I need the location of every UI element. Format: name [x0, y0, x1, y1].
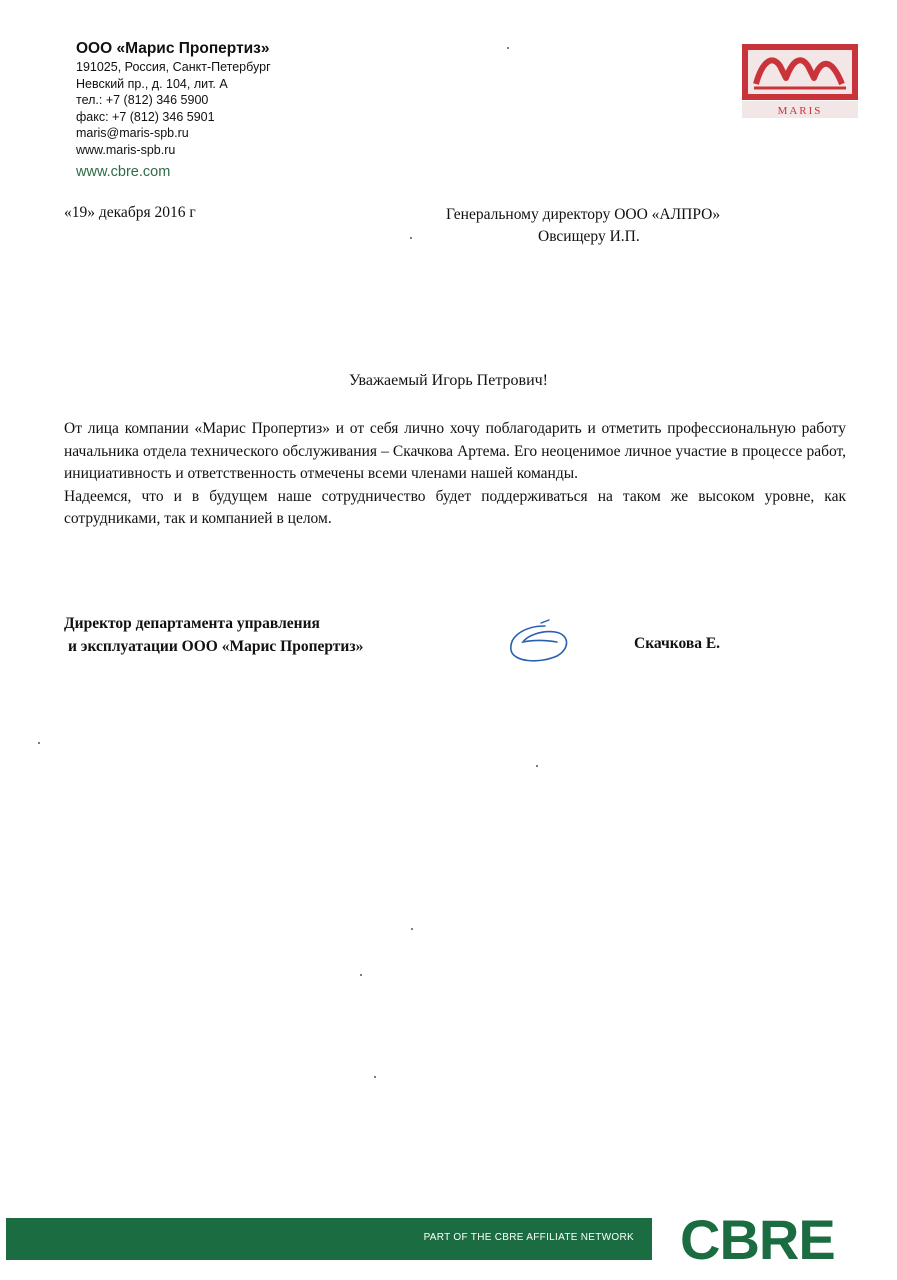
signatory-title — [64, 612, 363, 658]
scan-speck — [38, 742, 40, 744]
letter-date: «19» декабря 2016 г — [64, 204, 196, 221]
letter-body — [64, 418, 846, 531]
company-name: ООО «Марис Пропертиз» — [76, 40, 270, 57]
website-line: www.maris-spb.ru — [76, 142, 176, 157]
scan-speck — [507, 47, 509, 49]
body-paragraph-2: Надеемся, что и в будущем наше сотрудничество будет поддерживаться на таком же высоком уровне, как сотрудниками, так и компанией в целом. — [64, 487, 846, 527]
signatory-title-line-2: и эксплуатации ООО «Марис Пропертиз» — [68, 638, 364, 655]
letterhead — [76, 40, 271, 180]
scan-speck — [411, 928, 413, 930]
addressee-line-2: Овсищеру И.П. — [538, 228, 640, 245]
scan-speck — [374, 1076, 376, 1078]
addressee — [446, 204, 780, 248]
addressee-line-1: Генеральному директору ООО «АЛПРО» — [446, 206, 721, 223]
affiliate-network-text: PART OF THE CBRE AFFILIATE NETWORK — [423, 1232, 634, 1243]
footer-bar — [6, 1218, 652, 1260]
email-line: maris@maris-spb.ru — [76, 126, 189, 140]
signer-name: Скачкова Е. — [634, 635, 721, 652]
fax-line: факс: +7 (812) 346 5901 — [76, 109, 215, 124]
signatory-title-line-1: Директор департамента управления — [64, 615, 320, 632]
cbre-website: www.cbre.com — [76, 164, 171, 180]
scan-speck — [360, 974, 362, 976]
phone-line: тел.: +7 (812) 346 5900 — [76, 93, 209, 107]
logo-text: MARIS — [777, 105, 823, 117]
scan-speck — [536, 765, 538, 767]
body-paragraph-1: От лица компании «Марис Пропертиз» и от себя лично хочу поблагодарить и отметить профессиональную работу начальника отдела технического обслуживания – Скачкова Артема. Его неоценимое личное участие в процессе работ, инициативность и ответственность отмечены всеми членами нашей команды. — [64, 420, 846, 482]
handwritten-signature-icon — [505, 618, 575, 670]
scan-speck — [410, 237, 412, 239]
address-line: 191025, Россия, Санкт-Петербург — [76, 60, 271, 74]
cbre-logo: CBRE — [680, 1208, 835, 1271]
street-line: Невский пр., д. 104, лит. А — [76, 76, 228, 91]
maris-logo-icon — [742, 44, 858, 118]
salutation: Уважаемый Игорь Петрович! — [348, 372, 548, 389]
